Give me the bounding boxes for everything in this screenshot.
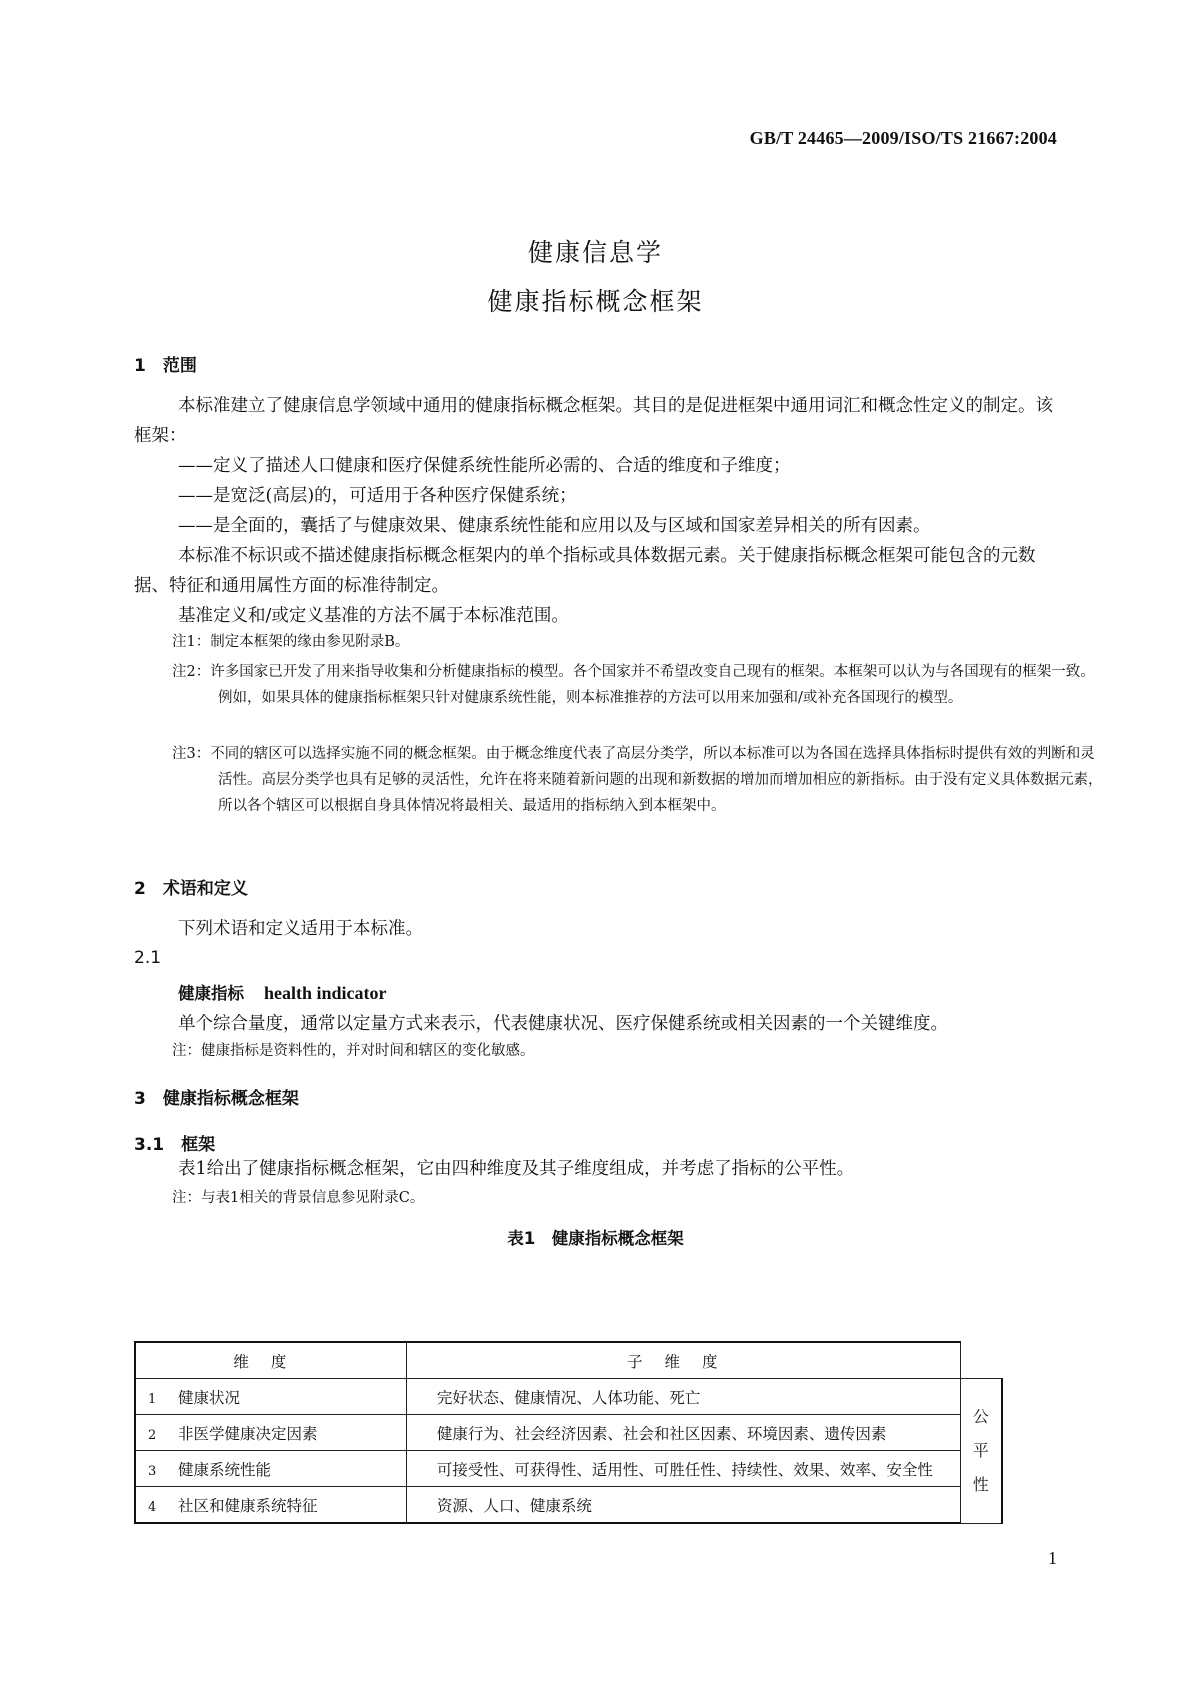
scope-paragraph-2: 本标准不标识或不描述健康指标概念框架内的单个指标或具体数据元素。关于健康指标概念框架可能包含的元数据、特征和通用属性方面的标准待制定。 (134, 546, 1036, 596)
row-number: 3 (148, 1463, 157, 1479)
scope-dash-item-2: ——是宽泛(高层)的，可适用于各种医疗保健系统； (178, 486, 577, 506)
dimension-name: 社区和健康系统特征 (178, 1496, 318, 1515)
scope-note-2: 注2：许多国家已开发了用来指导收集和分析健康指标的模型。各个国家并不希望改变自己现有的框架。本框架可以认为与各国现有的框架一致。例如，如果具体的健康指标框架只针对健康系统性能，则本标准推荐的方法可以用来加强和/或补充各国现行的模型。 (172, 664, 1095, 706)
framework-note: 注：与表1相关的背景信息参见附录C。 (172, 1190, 425, 1206)
terms-intro-paragraph: 下列术语和定义适用于本标准。 (178, 919, 423, 939)
table-caption: 表1 健康指标概念框架 (507, 1229, 684, 1248)
row-number: 4 (148, 1499, 157, 1515)
term-english: health indicator (264, 983, 387, 1003)
equity-char: 平 (972, 1440, 989, 1460)
scope-note-3: 注3：不同的辖区可以选择实施不同的概念框架。由于概念维度代表了高层分类学，所以本标准可以为各国在选择具体指标时提供有效的判断和灵活性。高层分类学也具有足够的灵活性，允许在将来随着新问题的出现和新数据的增加而增加相应的新指标。由于没有定义具体数据元素，所以各个辖区可以根据自身具体情况将最相关、最适用的指标纳入到本框架中。 (172, 746, 1103, 814)
dimension-cell (135, 1487, 406, 1524)
equity-char: 公 (972, 1406, 989, 1426)
subdimension-cell: 资源、人口、健康系统 (406, 1487, 960, 1524)
equity-char: 性 (972, 1474, 989, 1494)
dimension-name: 非医学健康决定因素 (178, 1424, 318, 1443)
dimension-cell (135, 1451, 406, 1487)
column-header-subdimension: 子维度 (406, 1342, 960, 1379)
term-note: 注：健康指标是资料性的，并对时间和辖区的变化敏感。 (172, 1043, 535, 1059)
table-header-row (135, 1342, 1002, 1379)
scope-paragraph-1: 本标准建立了健康信息学领域中通用的健康指标概念框架。其目的是促进框架中通用词汇和概念性定义的制定。该框架： (134, 396, 1053, 446)
document-title-line2: 健康指标概念框架 (487, 287, 704, 316)
row-number: 2 (148, 1427, 157, 1443)
subdimension-cell: 完好状态、健康情况、人体功能、死亡 (406, 1379, 960, 1415)
document-title-line1: 健康信息学 (527, 238, 663, 267)
dimension-cell (135, 1379, 406, 1415)
equity-cell (960, 1379, 1002, 1524)
column-header-dimension: 维度 (135, 1342, 406, 1379)
scope-dash-item-1: ——定义了描述人口健康和医疗保健系统性能所必需的、合适的维度和子维度； (178, 456, 791, 476)
scope-paragraph-3: 基准定义和/或定义基准的方法不属于本标准范围。 (178, 606, 569, 626)
table-row (135, 1415, 1002, 1451)
framework-paragraph: 表1给出了健康指标概念框架，它由四种维度及其子维度组成，并考虑了指标的公平性。 (178, 1159, 855, 1179)
section-3-1-heading: 3.1 框架 (134, 1135, 216, 1155)
table-row (135, 1451, 1002, 1487)
page-number: 1 (1048, 1548, 1057, 1568)
row-number: 1 (148, 1391, 157, 1407)
table-row (135, 1487, 1002, 1524)
section-3-heading: 3 健康指标概念框架 (134, 1089, 299, 1109)
term-number: 2.1 (134, 948, 162, 968)
dimension-name: 健康状况 (178, 1388, 241, 1407)
table-row (135, 1379, 1002, 1415)
term-definition: 单个综合量度，通常以定量方式来表示，代表健康状况、医疗保健系统或相关因素的一个关键维度。 (178, 1014, 948, 1034)
dimension-cell (135, 1415, 406, 1451)
scope-note-1: 注1：制定本框架的缘由参见附录B。 (172, 634, 410, 650)
subdimension-cell: 健康行为、社会经济因素、社会和社区因素、环境因素、遗传因素 (406, 1415, 960, 1451)
header-empty-cell (960, 1342, 1002, 1379)
section-2-heading: 2 术语和定义 (134, 879, 248, 899)
standard-number: GB/T 24465—2009/ISO/TS 21667:2004 (749, 128, 1057, 148)
section-1-heading: 1 范围 (134, 356, 197, 376)
term-entry (178, 980, 387, 1004)
term-chinese: 健康指标 (178, 984, 244, 1003)
framework-table (134, 1341, 1003, 1524)
scope-dash-item-3: ——是全面的，囊括了与健康效果、健康系统性能和应用以及与区域和国家差异相关的所有因素。 (178, 516, 931, 536)
dimension-name: 健康系统性能 (178, 1460, 272, 1479)
subdimension-cell: 可接受性、可获得性、适用性、可胜任性、持续性、效果、效率、安全性 (406, 1451, 960, 1487)
